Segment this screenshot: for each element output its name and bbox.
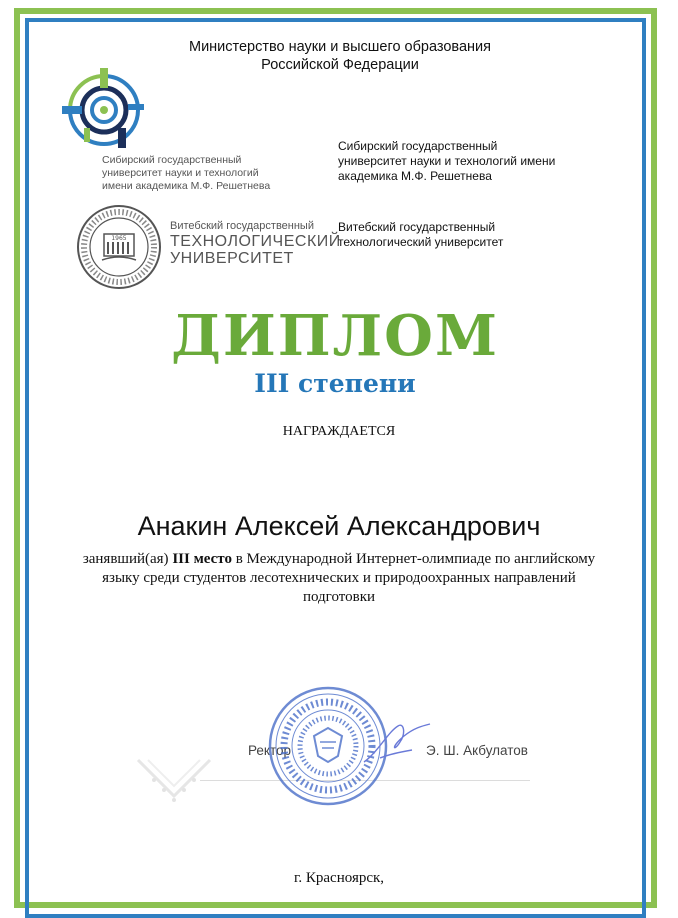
rector-label: Ректор xyxy=(248,743,292,758)
diploma-title: ДИПЛОМ xyxy=(171,303,499,369)
vstu-logo-small: Витебский государственный xyxy=(170,220,314,232)
university-1-name xyxy=(338,139,578,184)
awarded-label: НАГРАЖДАЕТСЯ xyxy=(282,424,396,439)
university-2-name xyxy=(338,220,578,250)
achievement-place: III место xyxy=(172,551,232,567)
sibsu-logo-line-1: Сибирский государственный xyxy=(102,154,242,166)
achievement-text xyxy=(66,550,612,607)
ministry-heading xyxy=(100,38,580,74)
diploma-degree: III степени xyxy=(254,369,416,398)
ministry-line-2: Российской Федерации xyxy=(261,57,419,73)
sibsu-logo-line-3: имени академика М.Ф. Решетнева xyxy=(102,180,271,192)
vstu-logo-big-2: УНИВЕРСИТЕТ xyxy=(170,250,294,267)
city-footer: г. Красноярск, xyxy=(293,870,385,886)
ministry-line-1: Министерство науки и высшего образования xyxy=(188,39,491,55)
vstu-seal-icon xyxy=(76,204,162,290)
university-1-line-3: академика М.Ф. Решетнева xyxy=(338,169,492,183)
signer-name: Э. Ш. Акбулатов xyxy=(426,743,528,758)
achievement-prefix: занявший(ая) xyxy=(82,551,173,567)
university-1-line-2: университет науки и технологий имени xyxy=(338,154,556,168)
university-2-line-1: Витебский государственный xyxy=(338,220,496,234)
sibsu-logo-caption xyxy=(102,154,302,193)
achievement-rest: в Международной Интернет-олимпиаде по английскому языку среди студентов лесотехнических и природоохранных направлений подготовки xyxy=(102,551,596,605)
handwritten-signature xyxy=(360,712,440,772)
recipient-name: Анакин Алексей Александрович xyxy=(137,511,541,541)
seal-year: 1965 xyxy=(111,235,127,242)
vstu-logo-caption xyxy=(170,220,340,267)
sibsu-logo-line-2: университет науки и технологий xyxy=(102,167,259,179)
university-2-line-2: технологический университет xyxy=(338,235,504,249)
sibsu-logo-icon xyxy=(62,68,146,152)
university-1-line-1: Сибирский государственный xyxy=(338,139,498,153)
vstu-logo-big-1: ТЕХНОЛОГИЧЕСКИЙ xyxy=(170,233,341,250)
